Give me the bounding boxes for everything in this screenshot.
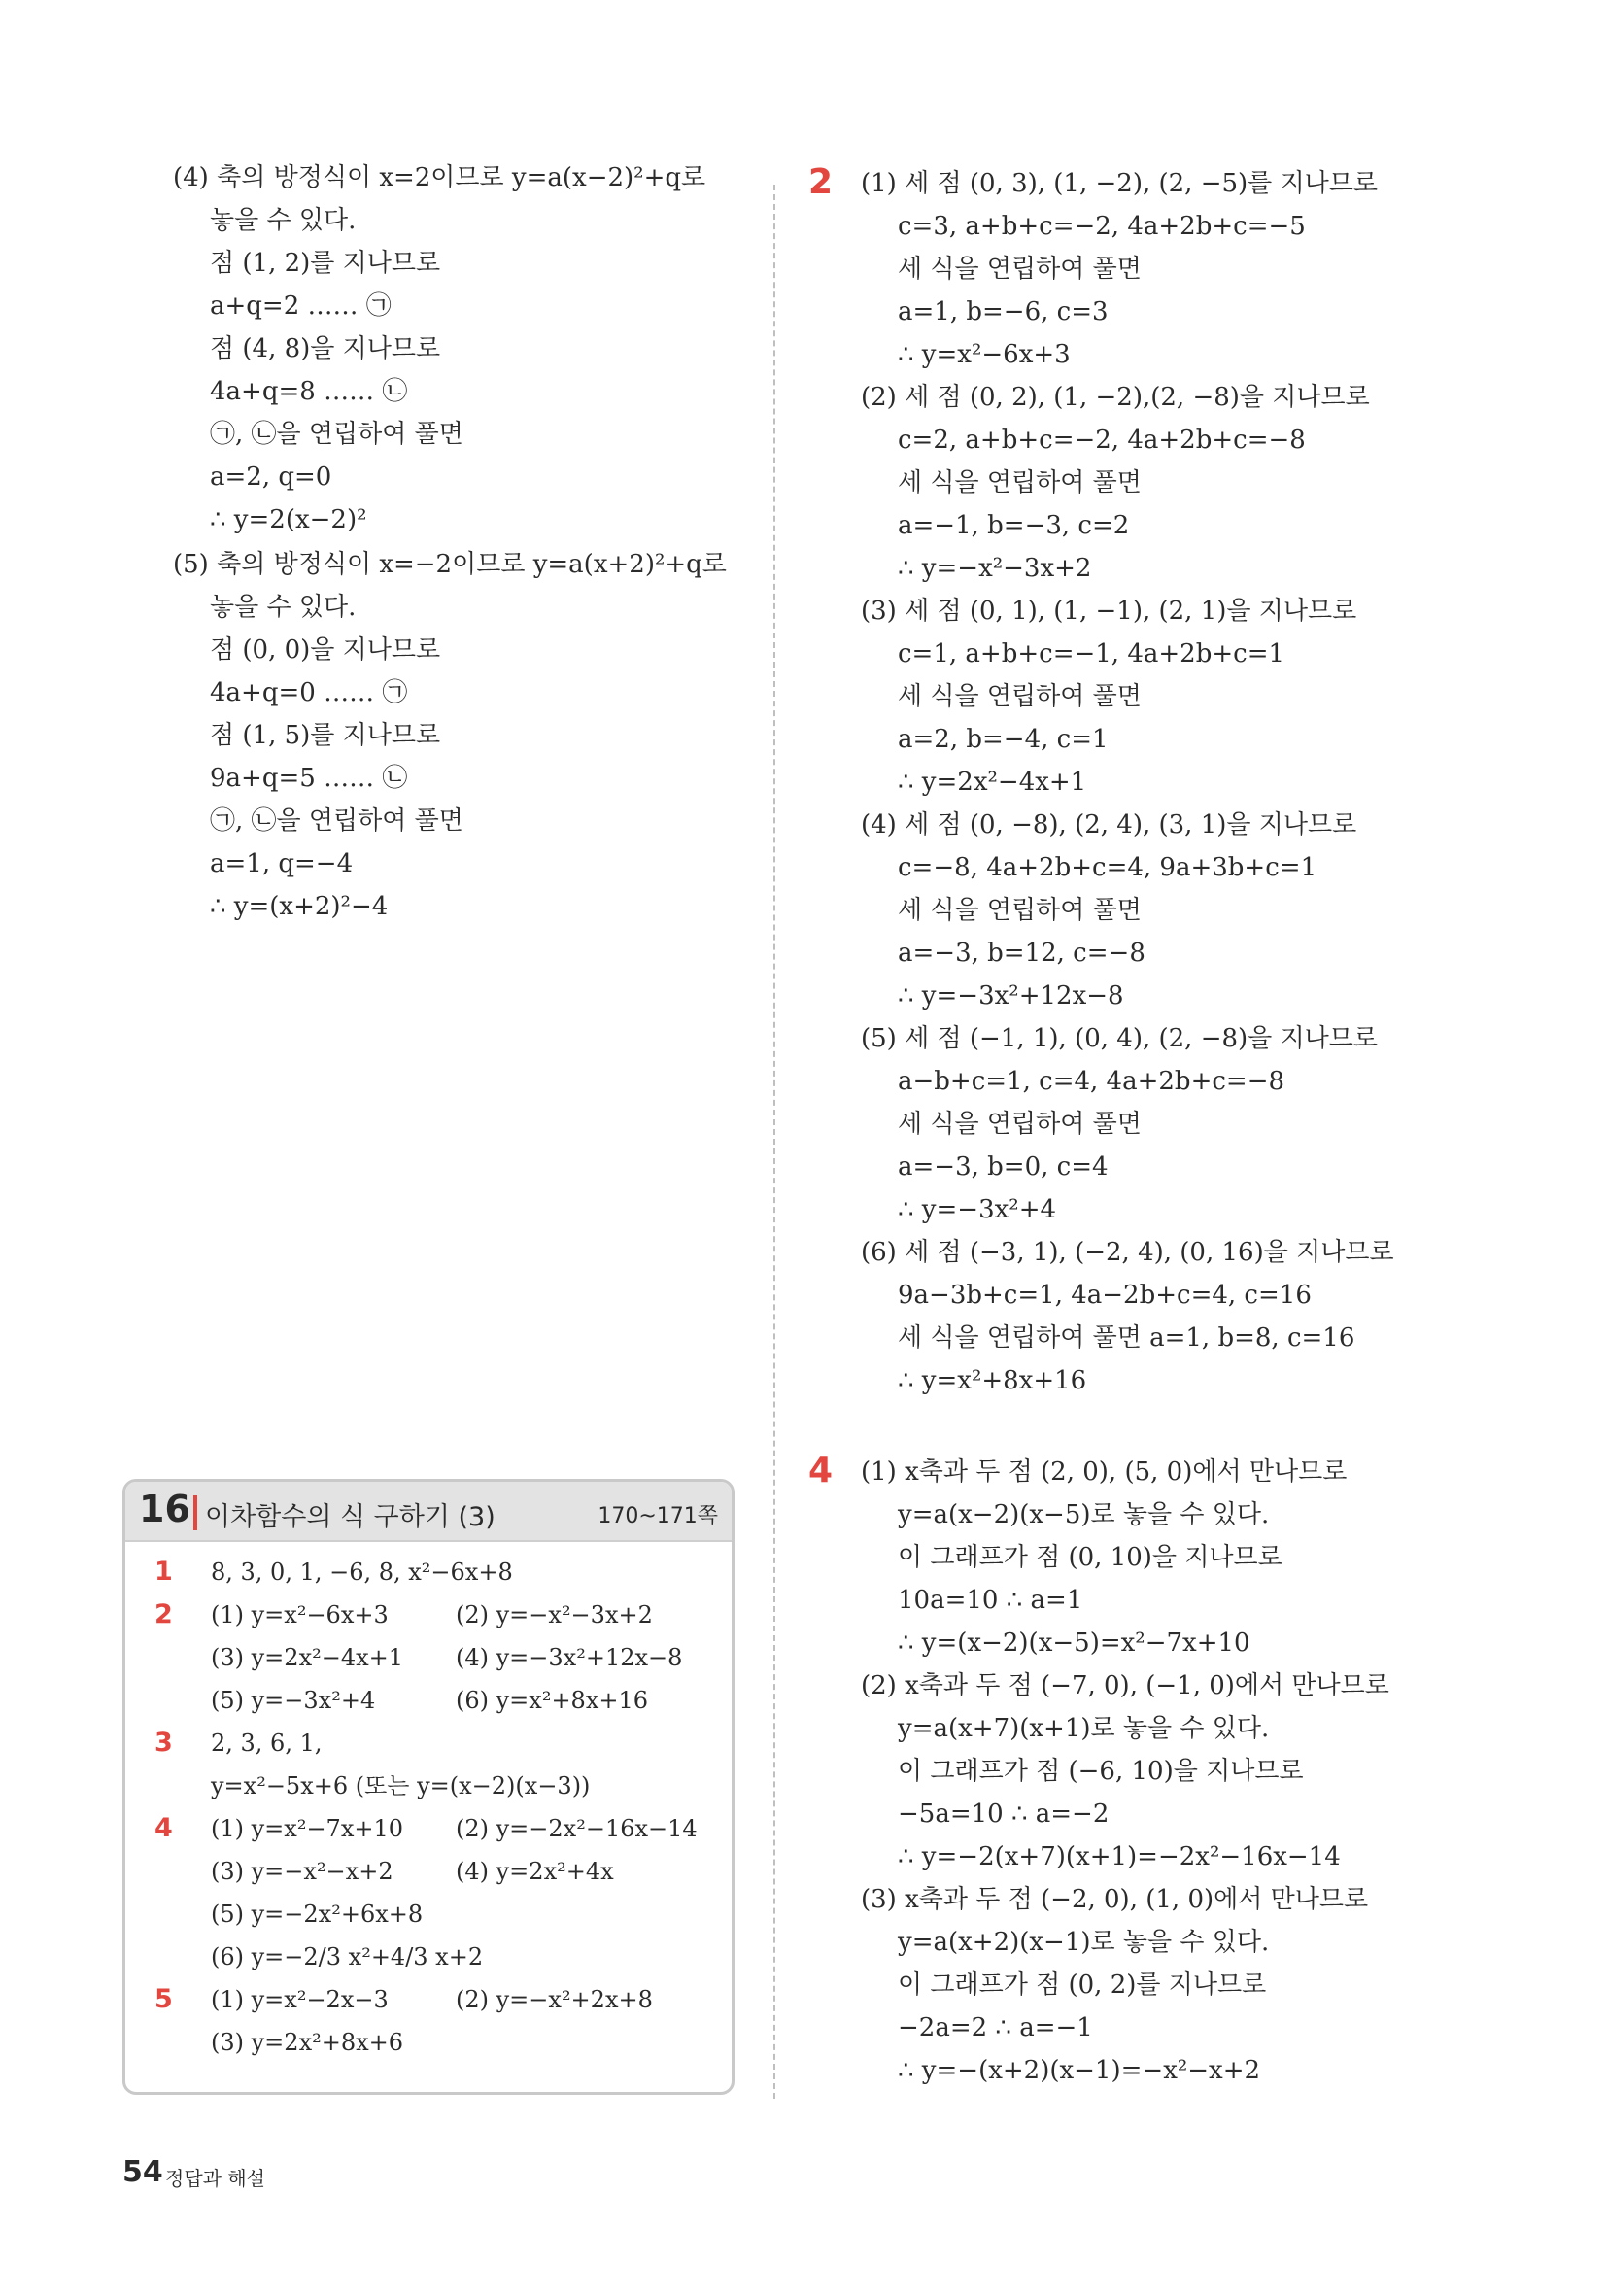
answer-cell: (1) y=x²−2x−3 bbox=[211, 1986, 389, 2013]
solution-line: 10a=10 ∴ a=1 bbox=[898, 1586, 1083, 1615]
answer-cell: (5) y=−2x²+6x+8 bbox=[211, 1901, 424, 1928]
answer-cell: (2) y=−2x²−16x−14 bbox=[456, 1815, 698, 1842]
answer-cell: (1) y=x²−7x+10 bbox=[211, 1815, 404, 1842]
answer-number: 4 bbox=[154, 1813, 173, 1843]
header-accent-bar bbox=[193, 1495, 197, 1530]
answer-cell: y=x²−5x+6 (또는 y=(x−2)(x−3)) bbox=[211, 1772, 591, 1799]
solution-line: ∴ y=−x²−3x+2 bbox=[898, 554, 1092, 583]
answer-cell: (3) y=2x²−4x+1 bbox=[211, 1644, 404, 1671]
solution-line: y=a(x+7)(x+1)로 놓을 수 있다. bbox=[898, 1714, 1270, 1743]
solution-line: −2a=2 ∴ a=−1 bbox=[898, 2013, 1093, 2042]
answer-cell: (2) y=−x²+2x+8 bbox=[456, 1986, 653, 2013]
column-divider bbox=[773, 185, 775, 2099]
answer-cell: 2, 3, 6, 1, bbox=[211, 1730, 323, 1757]
solution-line: ∴ y=(x−2)(x−5)=x²−7x+10 bbox=[898, 1628, 1250, 1658]
solution-line: 세 식을 연립하여 풀면 a=1, b=8, c=16 bbox=[898, 1323, 1355, 1353]
solution-line: ∴ y=−2(x+7)(x+1)=−2x²−16x−14 bbox=[898, 1842, 1341, 1871]
solution-line: ∴ y=2x²−4x+1 bbox=[898, 768, 1087, 797]
left-line: ㉠, ㉡을 연립하여 풀면 bbox=[210, 420, 463, 449]
left-line: 놓을 수 있다. bbox=[210, 206, 357, 235]
answer-cell: (3) y=2x²+8x+6 bbox=[211, 2029, 404, 2056]
solution-line: 세 식을 연립하여 풀면 bbox=[898, 682, 1142, 711]
answer-number: 3 bbox=[154, 1728, 173, 1758]
problem-number: 2 bbox=[808, 162, 834, 202]
solution-line: c=−8, 4a+2b+c=4, 9a+3b+c=1 bbox=[898, 853, 1317, 882]
solution-line: −5a=10 ∴ a=−2 bbox=[898, 1799, 1110, 1829]
solution-line: a=2, b=−4, c=1 bbox=[898, 725, 1109, 754]
left-line: (4) 축의 방정식이 x=2이므로 y=a(x−2)²+q로 bbox=[173, 163, 706, 192]
solution-line: c=1, a+b+c=−1, 4a+2b+c=1 bbox=[898, 639, 1285, 668]
left-line: ∴ y=2(x−2)² bbox=[210, 505, 367, 534]
solution-line: a=−1, b=−3, c=2 bbox=[898, 511, 1130, 540]
answer-cell: (1) y=x²−6x+3 bbox=[211, 1601, 389, 1628]
solution-line: c=2, a+b+c=−2, 4a+2b+c=−8 bbox=[898, 426, 1306, 455]
page-reference: 170~171쪽 bbox=[598, 1504, 718, 1528]
solution-line: 9a−3b+c=1, 4a−2b+c=4, c=16 bbox=[898, 1281, 1312, 1310]
solution-line: 이 그래프가 점 (−6, 10)을 지나므로 bbox=[898, 1757, 1304, 1786]
solution-line: a−b+c=1, c=4, 4a+2b+c=−8 bbox=[898, 1067, 1285, 1096]
answer-cell: (5) y=−3x²+4 bbox=[211, 1687, 376, 1714]
solution-line: 세 식을 연립하여 풀면 bbox=[898, 255, 1142, 284]
solution-line: ∴ y=x²+8x+16 bbox=[898, 1366, 1087, 1395]
answer-cell: (3) y=−x²−x+2 bbox=[211, 1858, 393, 1885]
answer-cell: (6) y=x²+8x+16 bbox=[456, 1687, 649, 1714]
answer-number: 2 bbox=[154, 1599, 173, 1629]
answer-cell: (6) y=−2/3 x²+4/3 x+2 bbox=[211, 1943, 484, 1970]
solution-line: a=1, b=−6, c=3 bbox=[898, 297, 1109, 326]
problem-number: 4 bbox=[808, 1451, 834, 1491]
solution-line: (5) 세 점 (−1, 1), (0, 4), (2, −8)을 지나므로 bbox=[861, 1024, 1379, 1053]
left-line: 4a+q=0 …… ㉠ bbox=[210, 678, 408, 707]
answer-cell: (4) y=2x²+4x bbox=[456, 1858, 614, 1885]
solution-line: (6) 세 점 (−3, 1), (−2, 4), (0, 16)을 지나므로 bbox=[861, 1238, 1394, 1267]
solution-line: ∴ y=x²−6x+3 bbox=[898, 340, 1071, 369]
solution-line: ∴ y=−(x+2)(x−1)=−x²−x+2 bbox=[898, 2056, 1261, 2085]
answer-cell: 8, 3, 0, 1, −6, 8, x²−6x+8 bbox=[211, 1559, 513, 1586]
section-title: 이차함수의 식 구하기 (3) bbox=[205, 1502, 496, 1532]
left-line: (5) 축의 방정식이 x=−2이므로 y=a(x+2)²+q로 bbox=[173, 550, 727, 579]
answer-summary-box bbox=[122, 1479, 735, 2095]
answer-number: 1 bbox=[154, 1557, 173, 1587]
solution-line: a=−3, b=12, c=−8 bbox=[898, 939, 1145, 968]
solution-line: 세 식을 연립하여 풀면 bbox=[898, 468, 1142, 497]
solution-line: 세 식을 연립하여 풀면 bbox=[898, 896, 1142, 925]
page-number: 54 bbox=[122, 2155, 163, 2189]
left-line: 9a+q=5 …… ㉡ bbox=[210, 764, 408, 793]
solution-line: ∴ y=−3x²+4 bbox=[898, 1195, 1057, 1224]
answer-cell: (2) y=−x²−3x+2 bbox=[456, 1601, 653, 1628]
solution-line: (1) 세 점 (0, 3), (1, −2), (2, −5)를 지나므로 bbox=[861, 169, 1379, 198]
solution-line: y=a(x−2)(x−5)로 놓을 수 있다. bbox=[898, 1500, 1270, 1529]
left-line: a=2, q=0 bbox=[210, 463, 332, 492]
left-line: 점 (1, 2)를 지나므로 bbox=[210, 249, 441, 278]
section-number: 16 bbox=[139, 1488, 190, 1530]
answer-cell: (4) y=−3x²+12x−8 bbox=[456, 1644, 683, 1671]
left-line: 점 (0, 0)을 지나므로 bbox=[210, 635, 441, 665]
answer-number: 5 bbox=[154, 1984, 173, 2014]
left-line: a=1, q=−4 bbox=[210, 849, 354, 878]
summary-header bbox=[125, 1482, 732, 1542]
left-line: 점 (4, 8)을 지나므로 bbox=[210, 334, 441, 363]
solution-line: (3) 세 점 (0, 1), (1, −1), (2, 1)을 지나므로 bbox=[861, 597, 1357, 626]
solution-line: 세 식을 연립하여 풀면 bbox=[898, 1110, 1142, 1139]
left-line: ㉠, ㉡을 연립하여 풀면 bbox=[210, 806, 463, 836]
left-line: 4a+q=8 …… ㉡ bbox=[210, 377, 408, 406]
solution-line: a=−3, b=0, c=4 bbox=[898, 1152, 1109, 1182]
left-line: a+q=2 …… ㉠ bbox=[210, 291, 392, 321]
solution-line: 이 그래프가 점 (0, 2)를 지나므로 bbox=[898, 1970, 1267, 2000]
solution-line: c=3, a+b+c=−2, 4a+2b+c=−5 bbox=[898, 212, 1306, 241]
solution-line: (1) x축과 두 점 (2, 0), (5, 0)에서 만나므로 bbox=[861, 1457, 1348, 1487]
footer-label: 정답과 해설 bbox=[165, 2167, 265, 2190]
left-line: 점 (1, 5)를 지나므로 bbox=[210, 721, 441, 750]
solution-line: y=a(x+2)(x−1)로 놓을 수 있다. bbox=[898, 1928, 1270, 1957]
solution-line: (2) x축과 두 점 (−7, 0), (−1, 0)에서 만나므로 bbox=[861, 1671, 1389, 1700]
left-line: ∴ y=(x+2)²−4 bbox=[210, 892, 389, 921]
solution-line: (4) 세 점 (0, −8), (2, 4), (3, 1)을 지나므로 bbox=[861, 810, 1357, 840]
solution-line: (2) 세 점 (0, 2), (1, −2),(2, −8)을 지나므로 bbox=[861, 383, 1370, 412]
solution-line: ∴ y=−3x²+12x−8 bbox=[898, 981, 1124, 1011]
solution-line: (3) x축과 두 점 (−2, 0), (1, 0)에서 만나므로 bbox=[861, 1885, 1369, 1914]
solution-line: 이 그래프가 점 (0, 10)을 지나므로 bbox=[898, 1543, 1282, 1572]
left-line: 놓을 수 있다. bbox=[210, 593, 357, 622]
